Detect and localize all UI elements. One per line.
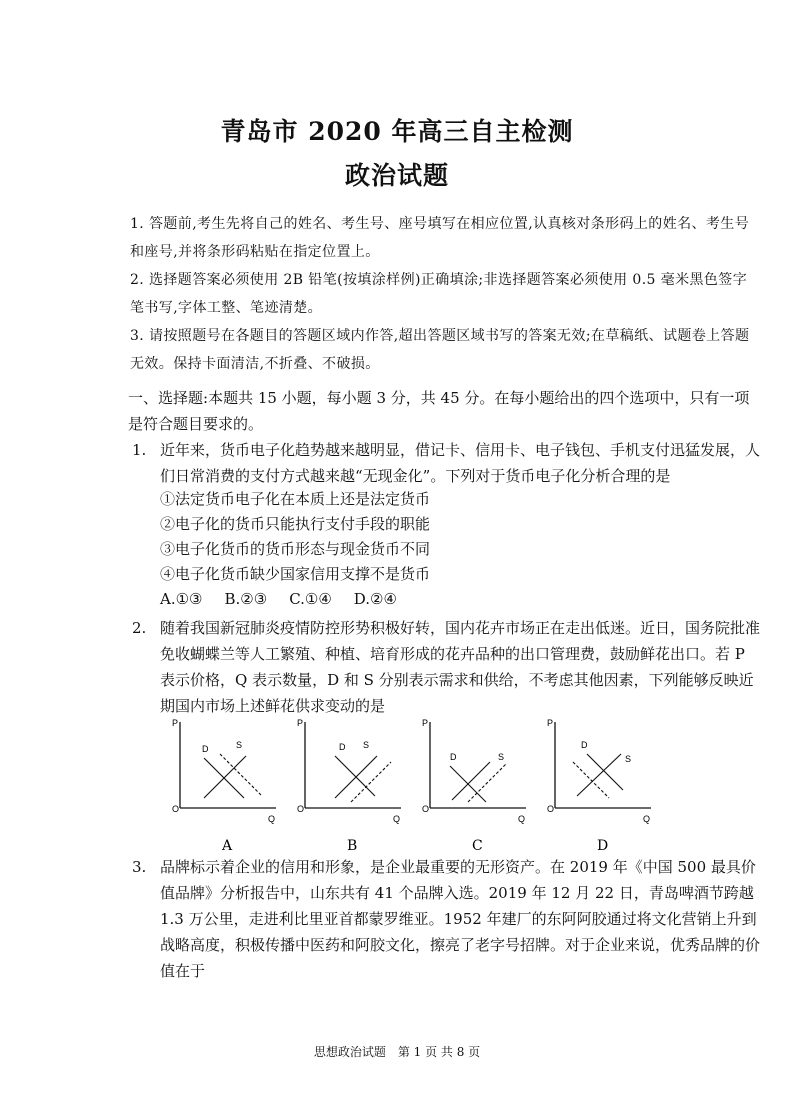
q3-stem: 品牌标示着企业的信用和形象，是企业最重要的无形资产。在 2019 年《中国 500 最具价值品牌》分析报告中，山东共有 41 个品牌入选。2019 年 12 月 22 日，青岛啤酒节跨越 1.3 万公里，走进利比里亚首都蒙罗维亚。1952 年建厂的东阿阿胶通过将文化营销上升到战略高度，积极传播中医药和阿胶文化，擦亮了老字号招牌。对于企业来说，优秀品牌的价值在于 bbox=[160, 858, 761, 980]
demand-curve-shifted bbox=[573, 762, 609, 798]
q1-choice-b: B.②③ bbox=[224, 590, 268, 608]
p-label: P bbox=[172, 718, 179, 728]
d-label: D bbox=[202, 744, 209, 754]
p-label: P bbox=[547, 718, 554, 728]
q1-number: 1. bbox=[132, 441, 147, 459]
q3-number: 3. bbox=[132, 858, 147, 876]
supply-curve-shifted bbox=[468, 764, 506, 802]
supply-curve-shifted bbox=[351, 762, 391, 802]
q1-statement-3: ③电子化货币的货币形态与现金货币不同 bbox=[160, 540, 431, 558]
origin-label: O bbox=[422, 804, 430, 814]
s-label: S bbox=[625, 754, 632, 764]
d-label: D bbox=[581, 740, 588, 750]
notice-1: 1. 答题前,考生先将自己的姓名、考生号、座号填写在相应位置,认真核对条形码上的姓名、考生号和座号,并将条形码粘贴在指定位置上。 bbox=[130, 216, 750, 260]
p-label: P bbox=[422, 718, 429, 728]
q1-statement-1: ①法定货币电子化在本质上还是法定货币 bbox=[160, 490, 431, 508]
notice-2: 2. 选择题答案必须使用 2B 铅笔(按填涂样例)正确填涂;非选择题答案必须使用 0.5 毫米黑色签字笔书写,字体工整、笔迹清楚。 bbox=[130, 272, 748, 316]
graph-label: B bbox=[347, 838, 358, 854]
q1-statement-4: ④电子化货币缺少国家信用支撑不是货币 bbox=[160, 565, 431, 583]
q1-choices bbox=[160, 587, 419, 612]
origin-label: O bbox=[172, 804, 180, 814]
q-label: Q bbox=[518, 814, 526, 824]
graph-d bbox=[547, 718, 651, 854]
demand-curve bbox=[587, 754, 623, 790]
graph-c bbox=[422, 718, 526, 854]
q2-graphs bbox=[172, 712, 662, 862]
d-label: D bbox=[450, 752, 457, 762]
s-label: S bbox=[498, 752, 505, 762]
section-label: 一、选择题: bbox=[128, 389, 209, 407]
q-label: Q bbox=[643, 814, 651, 824]
graph-a bbox=[172, 718, 276, 854]
graph-label: D bbox=[597, 838, 609, 854]
origin-label: O bbox=[547, 804, 555, 814]
q1-choice-c: C.①④ bbox=[289, 590, 332, 608]
origin-label: O bbox=[297, 804, 305, 814]
supply-curve bbox=[204, 756, 246, 798]
section-text: 本题共 15 小题，每小题 3 分，共 45 分。在每小题给出的四个选项中，只有一项是符合题目要求的。 bbox=[128, 389, 750, 433]
q1-stem: 近年来，货币电子化趋势越来越明显，借记卡、信用卡、电子钱包、手机支付迅猛发展，人们日常消费的支付方式越来越“无现金化”。下列对于货币电子化分析合理的是 bbox=[160, 441, 761, 485]
section-header bbox=[128, 385, 758, 437]
page-subtitle: 政治试题 bbox=[344, 161, 449, 190]
graph-b bbox=[297, 718, 401, 854]
page-footer: 思想政治试题 第 1 页 共 8 页 bbox=[313, 1045, 481, 1059]
d-label: D bbox=[339, 742, 346, 752]
q1-statement-2: ②电子化的货币只能执行支付手段的职能 bbox=[160, 515, 431, 533]
q2-number: 2. bbox=[132, 619, 147, 637]
supply-curve bbox=[452, 762, 490, 800]
p-label: P bbox=[297, 718, 304, 728]
page-title: 青岛市 2020 年高三自主检测 bbox=[220, 117, 574, 146]
demand-curve bbox=[335, 756, 375, 796]
q-label: Q bbox=[393, 814, 401, 824]
graph-label: C bbox=[472, 838, 483, 854]
graph-label: A bbox=[222, 838, 233, 854]
notice-3: 3. 请按照题号在各题目的答题区域内作答,超出答题区域书写的答案无效;在草稿纸、试题卷上答题无效。保持卡面清洁,不折叠、不破损。 bbox=[130, 328, 750, 372]
q1-choice-a: A.①③ bbox=[160, 590, 203, 608]
s-label: S bbox=[236, 740, 243, 750]
supply-curve bbox=[577, 754, 621, 796]
q-label: Q bbox=[268, 814, 276, 824]
q2-stem: 随着我国新冠肺炎疫情防控形势积极好转，国内花卉市场正在走出低迷。近日，国务院批准免收蝴蝶兰等人工繁殖、种植、培育形成的花卉品种的出口管理费，鼓励鲜花出口。若 P 表示价格，Q 表示数量，D 和 S 分别表示需求和供给，不考虑其他因素，下列能够反映近期国内市场上述鲜花供求变动的是 bbox=[160, 619, 761, 715]
s-label: S bbox=[363, 740, 370, 750]
q1-choice-d: D.②④ bbox=[353, 590, 397, 608]
